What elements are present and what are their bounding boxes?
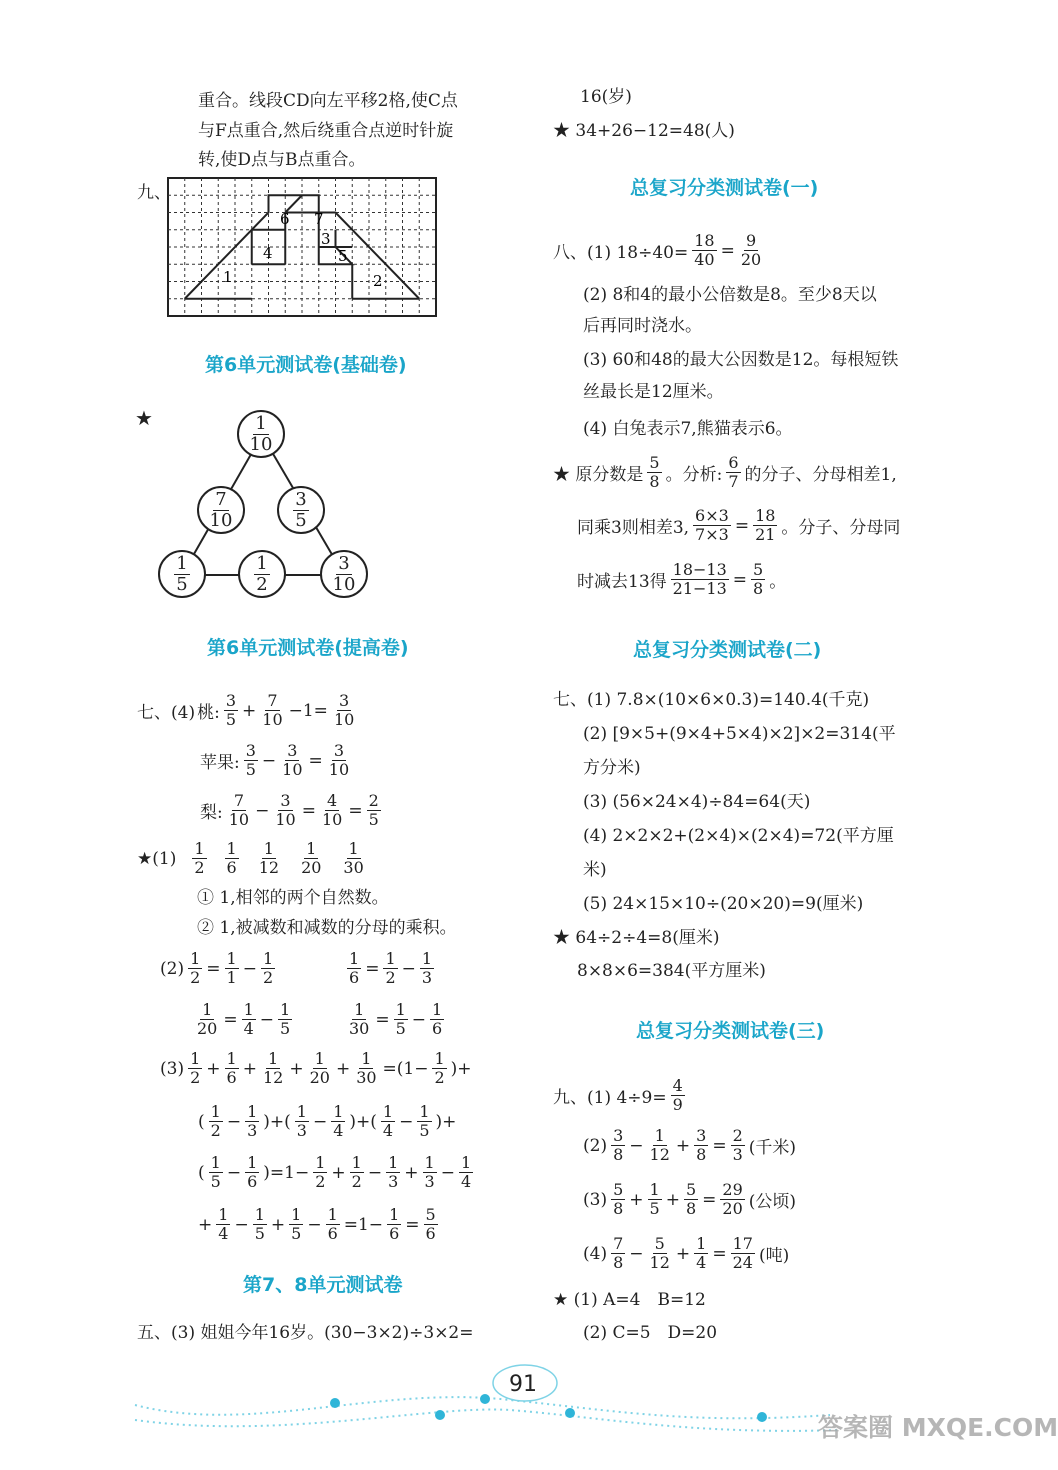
frac-num: 1: [256, 552, 268, 574]
grid-label-3: 3: [321, 230, 331, 248]
s8-3b: 丝最长是12厘米。: [583, 382, 724, 402]
grid-label-7: 7: [314, 210, 324, 228]
p2-row-2b: $\frac{1}{30}$ = $\frac{1}{5}$ − $\frac{1}{6}$: [349, 1000, 443, 1038]
s9-1-row: 九、(1) 4÷9= $\frac{4}{9}$: [553, 1076, 683, 1114]
s7-1: 七、(1) 7.8×(10×6×0.3)=140.4(千克): [553, 690, 870, 710]
unit-ton: (吨): [758, 1246, 790, 1266]
circle-bottom-mid: [238, 550, 286, 598]
star3b: (2) C=5 D=20: [583, 1323, 718, 1343]
star-orig-e: 。分子、分母同: [781, 518, 901, 538]
grid-label-5: 5: [338, 247, 348, 265]
grid-figure: [168, 176, 438, 318]
grid-label-1: 1: [223, 268, 233, 286]
s9-4-row: (4) $\frac{7}{8}$ − $\frac{5}{12}$ + $\frac{1}{4}$ = $\frac{17}{24}$ (吨): [583, 1234, 790, 1272]
p3-row-2: ( $\frac{1}{2}$ − $\frac{1}{3}$ )+( $\frac{1}{3}$ − $\frac{1}{4}$ )+( $\frac{1}{4}$ − $\frac{1}{5}$ )+: [198, 1102, 457, 1140]
s7-3: (3) (56×24×4)÷84=64(天): [583, 792, 811, 812]
peach-label: 桃:: [197, 703, 220, 723]
s9-3-row: (3) $\frac{5}{8}$ + $\frac{1}{5}$ + $\frac{5}{8}$ = $\frac{29}{20}$ (公顷): [583, 1180, 797, 1218]
frac-num: 1: [176, 552, 188, 574]
s8-1-row: 八、(1) 18÷40= $\frac{18}{40}$ = $\frac{9}{20}$: [553, 231, 762, 269]
s7-4a: (4) 2×2×2+(2×4)×(2×4)=72(平方厘: [583, 826, 894, 846]
frac-num: 1: [255, 412, 267, 434]
footer-decoration: [130, 1345, 850, 1435]
grid-label-6: 6: [280, 210, 290, 228]
p2-row-1: (2) $\frac{1}{2}$ = $\frac{1}{1}$ − $\frac{1}{2}$: [160, 949, 274, 987]
frac-den: 10: [209, 509, 233, 531]
note-2: ② 1,被减数和减数的分母的乘积。: [197, 918, 457, 938]
q7-label: 七、(4): [137, 703, 196, 723]
q9-label: 九、: [137, 183, 171, 203]
p2-label: (2): [160, 958, 185, 979]
q5-line: 五、(3) 姐姐今年16岁。(30−3×2)÷3×2=: [137, 1323, 474, 1343]
grid-label-4: 4: [263, 244, 273, 262]
intro-line-3: 转,使D点与B点重合。: [198, 150, 366, 170]
circle-top: [237, 410, 285, 458]
star-icon: ★: [135, 406, 153, 430]
s8-2a: (2) 8和4的最小公倍数是8。至少8天以: [583, 285, 877, 305]
pear-label: 梨:: [200, 803, 223, 823]
heading-review-2: 总复习分类测试卷(二): [633, 639, 822, 661]
watermark: 答案圈 MXQE.COM: [818, 1413, 1058, 1442]
heading-unit78: 第7、8单元测试卷: [243, 1274, 403, 1296]
s8-1-label: 八、(1) 18÷40=: [553, 243, 689, 263]
p3-label: (3): [160, 1058, 185, 1079]
frac-num: 3: [295, 488, 307, 510]
grid-label-2: 2: [373, 272, 383, 290]
star-orig-f: 时减去13得: [577, 572, 667, 592]
s9-2-label: (2): [583, 1135, 608, 1156]
heading-unit6-advanced: 第6单元测试卷(提高卷): [207, 637, 409, 659]
circle-bottom-left: [158, 550, 206, 598]
s9-4-label: (4): [583, 1243, 608, 1264]
heading-review-3: 总复习分类测试卷(三): [636, 1020, 825, 1042]
q7-peach-row: 七、(4) 桃: $\frac{3}{5}$ + $\frac{7}{10}$ −1= $\frac{3}{10}$: [137, 691, 355, 729]
unit-km: (千米): [748, 1138, 797, 1158]
s9-2-row: (2) $\frac{3}{8}$ − $\frac{1}{12}$ + $\frac{3}{8}$ = $\frac{2}{3}$ (千米): [583, 1126, 797, 1164]
s7-5: (5) 24×15×10÷(20×20)=9(厘米): [583, 894, 864, 914]
frac-num: 7: [215, 488, 227, 510]
p2-row-2: $\frac{1}{20}$ = $\frac{1}{4}$ − $\frac{1}{5}$: [197, 1000, 291, 1038]
circle-mid-right: [277, 486, 325, 534]
frac-den: 10: [332, 573, 356, 595]
star1-seq-row: ★(1) $\frac{1}{2}$ $\frac{1}{6}$ $\frac{1}{12}$ $\frac{1}{20}$ $\frac{1}{30}$: [137, 839, 364, 877]
p3-row-3: ( $\frac{1}{5}$ − $\frac{1}{6}$ )=1− $\frac{1}{2}$ + $\frac{1}{2}$ − $\frac{1}{3}$ + $\frac{1}{3}$ − $\frac{1}{4}$: [198, 1153, 472, 1191]
unit-ha: (公顷): [748, 1192, 797, 1212]
note-1: ① 1,相邻的两个自然数。: [197, 888, 389, 908]
p3-row-4: + $\frac{1}{4}$ − $\frac{1}{5}$ + $\frac{1}{5}$ − $\frac{1}{6}$ =1− $\frac{1}{6}$ = $\frac{5}{6}$: [198, 1205, 436, 1243]
apple-label: 苹果:: [200, 753, 240, 773]
s7-2b: 方分米): [583, 758, 641, 778]
intro-line-2: 与F点重合,然后绕重合点逆时针旋: [198, 121, 454, 141]
star-orig-d: 同乘3则相差3,: [577, 518, 690, 538]
frac-num: 3: [338, 552, 350, 574]
pear-row: 梨: $\frac{7}{10}$ − $\frac{3}{10}$ = $\frac{4}{10}$ = $\frac{2}{5}$: [200, 791, 379, 829]
star2b: 8×8×6=384(平方厘米): [577, 961, 766, 981]
heading-review-1: 总复习分类测试卷(一): [630, 177, 819, 199]
age-answer: 16(岁): [580, 87, 632, 107]
frac-den: 10: [249, 433, 273, 455]
frac-den: 5: [176, 573, 188, 595]
circle-bottom-right: [320, 550, 368, 598]
s8-3a: (3) 60和48的最大公因数是12。每根短铁: [583, 350, 899, 370]
apple-row: 苹果: $\frac{3}{5}$ − $\frac{3}{10}$ = $\frac{3}{10}$: [200, 741, 350, 779]
s8-2b: 后再同时浇水。: [583, 316, 702, 336]
frac-den: 2: [256, 573, 268, 595]
frac-den: 5: [295, 509, 307, 531]
star2a: ★ 64÷2÷4=8(厘米): [553, 928, 720, 948]
star3a: ★ (1) A=4 B=12: [553, 1290, 706, 1310]
s7-2a: (2) [9×5+(9×4+5×4)×2]×2=314(平: [583, 724, 896, 744]
star-calc: ★ 34+26−12=48(人): [553, 121, 735, 141]
star-orig-row-1: ★ 原分数是 $\frac{5}{8}$ 。分析: $\frac{6}{7}$ 的分子、分母相差1,: [553, 453, 897, 491]
page-number: 91: [509, 1372, 537, 1397]
star1-label: ★(1): [137, 848, 177, 869]
s8-4: (4) 白兔表示7,熊猫表示6。: [583, 419, 793, 439]
s9-3-label: (3): [583, 1189, 608, 1210]
heading-unit6-basic: 第6单元测试卷(基础卷): [205, 354, 407, 376]
star-orig-a: ★ 原分数是: [553, 465, 644, 485]
circle-mid-left: [197, 486, 245, 534]
star-orig-b: 。分析:: [665, 465, 723, 485]
star-orig-row-2: 同乘3则相差3, $\frac{6\times 3}{7\times 3}$ = $\frac{18}{21}$ 。分子、分母同: [577, 506, 901, 544]
p3-row-1: (3) $\frac{1}{2}$ + $\frac{1}{6}$ + $\frac{1}{12}$ + $\frac{1}{20}$ + $\frac{1}{30}$ =(1− $\frac{1}{2}$ )+: [160, 1049, 472, 1087]
intro-line-1: 重合。线段CD向左平移2格,使C点: [198, 91, 458, 111]
star-orig-c: 的分子、分母相差1,: [744, 465, 897, 485]
p2-row-1b: $\frac{1}{6}$ = $\frac{1}{2}$ − $\frac{1}{3}$: [349, 949, 433, 987]
s7-4b: 米): [583, 860, 607, 880]
star-orig-row-3: 时减去13得 $\frac{18-13}{21-13}$ = $\frac{5}{8}$ 。: [577, 560, 787, 598]
s9-1-label: 九、(1) 4÷9=: [553, 1088, 667, 1108]
